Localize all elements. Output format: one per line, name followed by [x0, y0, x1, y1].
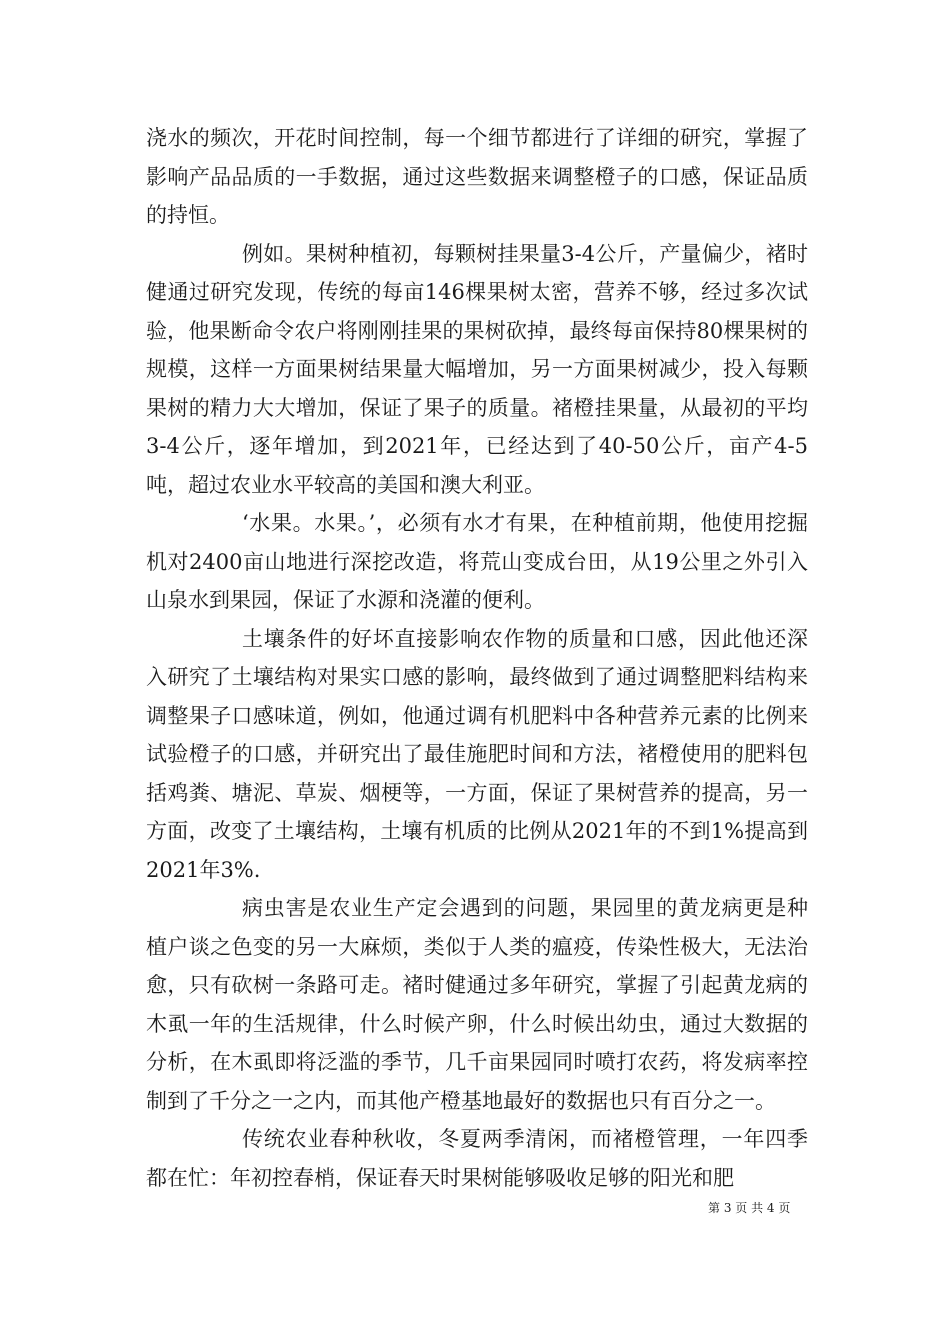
paragraph-6: 传统农业春种秋收，冬夏两季清闲，而褚橙管理，一年四季都在忙：年初控春梢，保证春天时果树能够吸收足够的阳光和肥 [146, 1127, 808, 1190]
article-body [146, 119, 808, 1197]
paragraph-1: 浇水的频次，开花时间控制，每一个细节都进行了详细的研究，掌握了影响产品品质的一手数据，通过这些数据来调整橙子的口感，保证品质的持恒。 [146, 126, 808, 227]
page-number-footer: 第 3 页 共 4 页 [708, 1201, 791, 1215]
paragraph-2: 例如。果树种植初，每颗树挂果量3-4公斤，产量偏少，褚时健通过研究发现，传统的每亩146棵果树太密，营养不够，经过多次试验，他果断命令农户将刚刚挂果的果树砍掉，最终每亩保持80棵果树的规模，这样一方面果树结果量大幅增加，另一方面果树减少，投入每颗果树的精力大大增加，保证了果子的质量。褚橙挂果量，从最初的平均3-4公斤，逐年增加，到2021年，已经达到了40-50公斤，亩产4-5吨，超过农业水平较高的美国和澳大利亚。 [146, 241, 808, 497]
paragraph-4: 土壤条件的好坏直接影响农作物的质量和口感，因此他还深入研究了土壤结构对果实口感的影响，最终做到了通过调整肥料结构来调整果子口感味道，例如，他通过调有机肥料中各种营养元素的比例来试验橙子的口感，并研究出了最佳施肥时间和方法，褚橙使用的肥料包括鸡粪、塘泥、草炭、烟梗等，一方面，保证了果树营养的提高，另一方面，改变了土壤结构，土壤有机质的比例从2021年的不到1%提高到2021年3%. [146, 626, 808, 882]
paragraph-5: 病虫害是农业生产定会遇到的问题，果园里的黄龙病更是种植户谈之色变的另一大麻烦，类似于人类的瘟疫，传染性极大，无法治愈，只有砍树一条路可走。褚时健通过多年研究，掌握了引起黄龙病的木虱一年的生活规律，什么时候产卵，什么时候出幼虫，通过大数据的分析，在木虱即将泛滥的季节，几千亩果园同时喷打农药，将发病率控制到了千分之一之内，而其他产橙基地最好的数据也只有百分之一。 [146, 896, 808, 1113]
paragraph-3: ‘水果。水果。’，必须有水才有果，在种植前期，他使用挖掘机对2400亩山地进行深挖改造，将荒山变成台田，从19公里之外引入山泉水到果园，保证了水源和浇灌的便利。 [146, 511, 808, 612]
